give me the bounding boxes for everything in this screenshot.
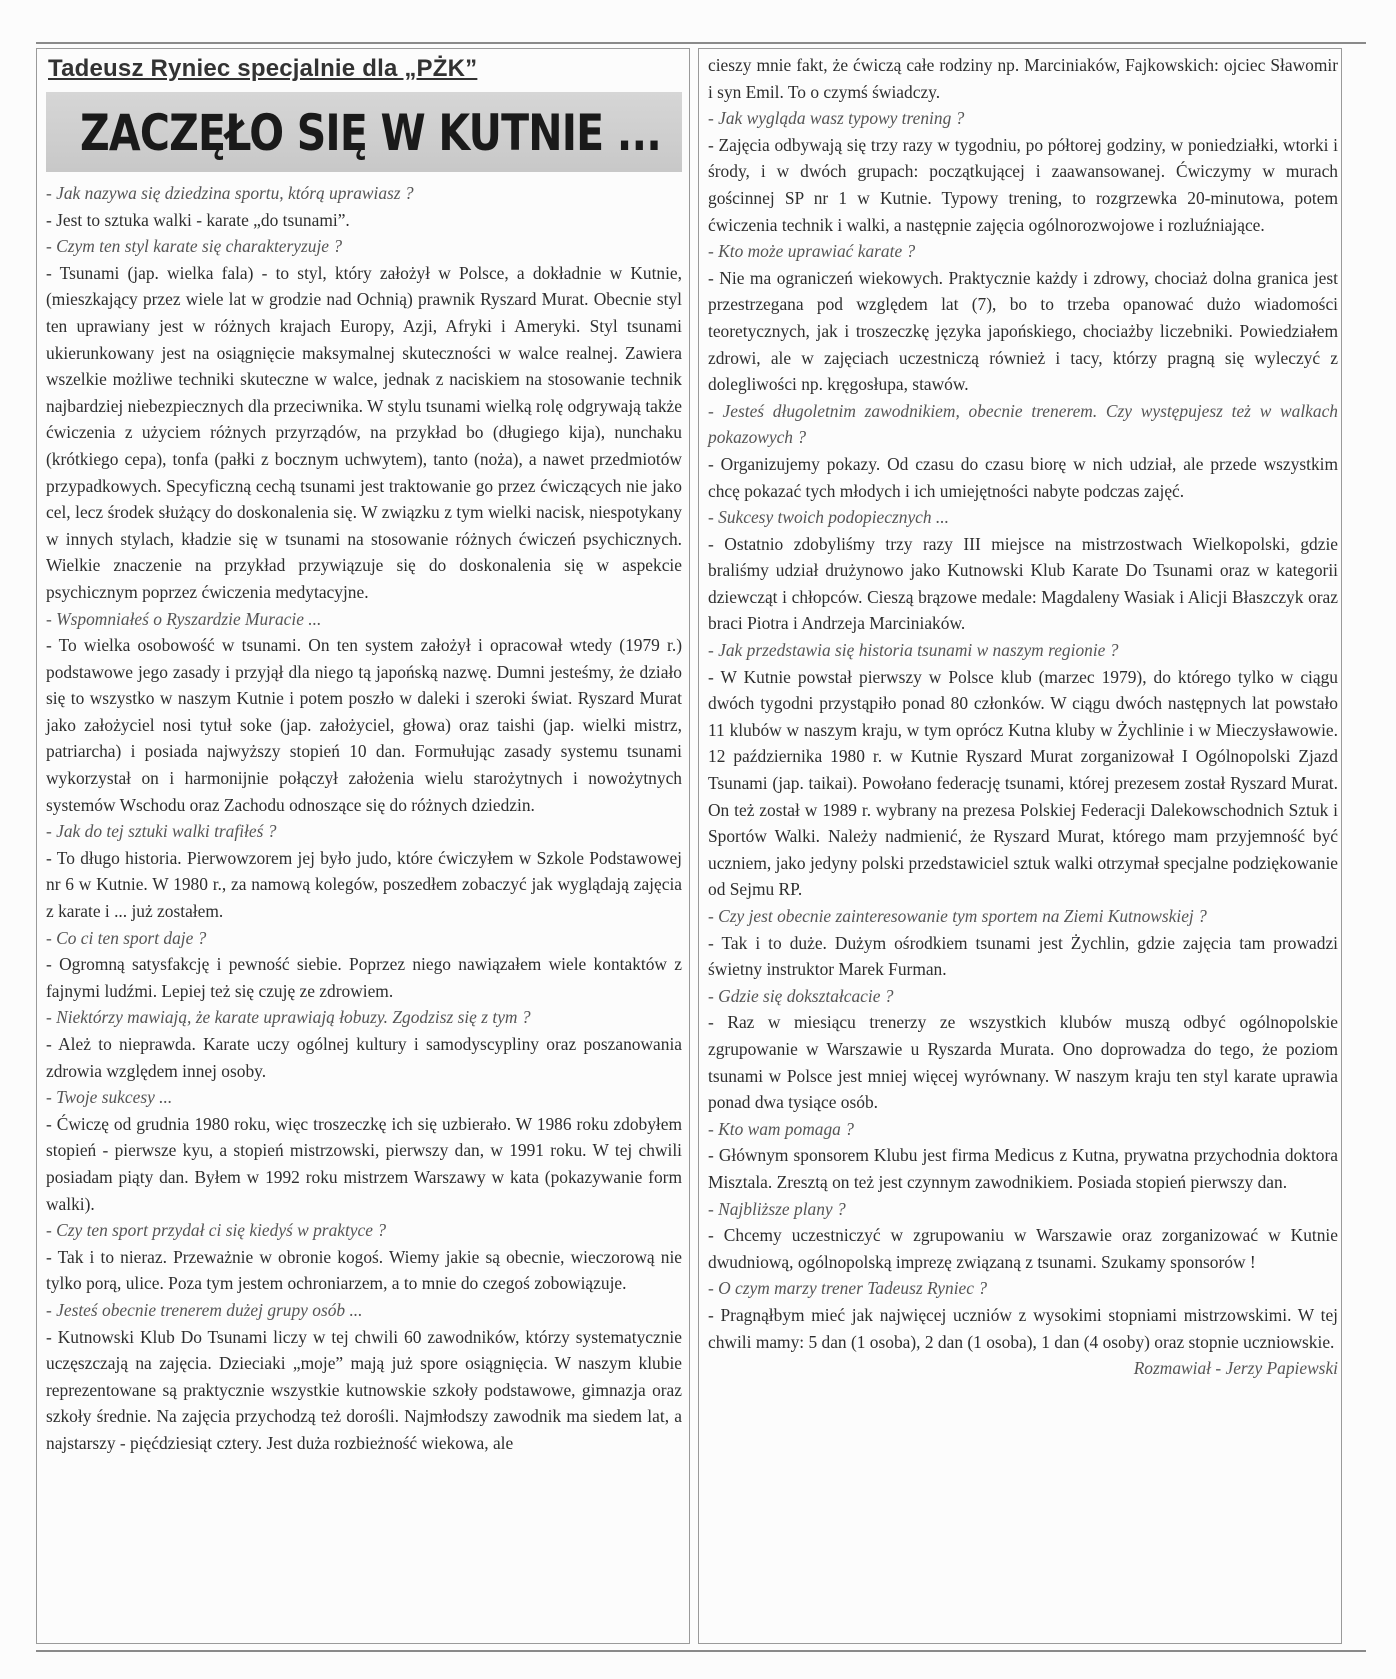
top-rule (36, 42, 1366, 44)
interview-answer: - Zajęcia odbywają się trzy razy w tygodniu, po półtorej godziny, w poniedziałki, wtorki i środy, i w dwóch grupach: początkującej i zaawansowanej. Ćwiczymy w murach gościnnej SP nr 1 w Kutnie. Typowy trening, to rozgrzewka 20-minutowa, potem ćwiczenia technik i walki, a następnie zajęcia ogólnorozwojowe i rozluźniające. (708, 134, 1338, 235)
interview-question: - Jesteś długoletnim zawodnikiem, obecnie trenerem. Czy występujesz też w walkach pokazowych ? (708, 400, 1338, 448)
interview-question: - Jak wygląda wasz typowy trening ? (708, 108, 965, 129)
interview-question: - Kto wam pomaga ? (708, 1118, 854, 1139)
interview-question: - Niektórzy mawiają, że karate uprawiają łobuzy. Zgodzisz się z tym ? (46, 1007, 531, 1028)
interview-question: - Najbliższe plany ? (708, 1198, 846, 1219)
interview-answer: - Ćwiczę od grudnia 1980 roku, więc troszeczkę ich się uzbierało. W 1986 roku zdobyłem stopień - pierwsze kyu, a stopień mistrzowski, pierwszy dan, w 1991 roku. W tej chwili posiadam piąty dan. Byłem w 1992 roku mistrzem Warszawy w kata (pokazywanie form walki). (46, 1113, 682, 1214)
interview-answer: - W Kutnie powstał pierwszy w Polsce klub (marzec 1979), do którego tylko w ciągu dwóch tygodni przystąpiło ponad 80 członków. W ciągu dwóch następnych lat powstało 11 klubów w naszym kraju, w tym oprócz Kutna kluby w Żychlinie i w Mieczysławowie. 12 października 1980 r. w Kutnie Ryszard Murat zorganizował I Ogólnopolski Zjazd Tsunami (jap. taikai). Powołano federację tsunami, której prezesem został Ryszard Murat. On też został w 1989 r. wybrany na prezesa Polskiej Federacji Dalekowschodnich Sztuk i Sportów Walki. Należy nadmienić, że Ryszard Murat, którego mam przyjemność być uczniem, jako jedyny polski przedstawiciel sztuk walki otrzymał specjalne podziękowanie od Sejmu RP. (708, 666, 1338, 900)
interview-answer: - Nie ma ograniczeń wiekowych. Praktycznie każdy i zdrowy, chociaż dolna granica jest przestrzegana pod względem lat (7), bo to trzeba opanować dużo wiadomości teoretycznych, jak i troszeczkę języka japońskiego, chociażby liczebniki. Powiedziałem zdrowi, ale w zajęciach uczestniczą również i tacy, którzy pragną się wyleczyć z dolegliwości np. kręgosłupa, stawów. (708, 267, 1338, 395)
article-left-column (46, 180, 682, 1457)
interview-answer: cieszy mnie fakt, że ćwiczą całe rodziny np. Marciniaków, Fajkowskich: ojciec Sławomir i syn Emil. To o czymś świadczy. (708, 55, 1338, 102)
interview-question: - Jesteś obecnie trenerem dużej grupy osób ... (46, 1299, 363, 1320)
interview-question: - O czym marzy trener Tadeusz Ryniec ? (708, 1278, 988, 1299)
interview-question: - Gdzie się dokształcacie ? (708, 985, 894, 1006)
interview-answer: - Ogromną satysfakcję i pewność siebie. Poprzez niego nawiązałem wiele kontaktów z fajnymi ludźmi. Lepiej też się czuję ze zdrowiem. (46, 954, 682, 1001)
interview-answer: - Raz w miesiącu trenerzy ze wszystkich klubów muszą odbyć ogólnopolskie zgrupowanie w Warszawie u Ryszarda Murata. Ono doprowadza do tego, że poziom tsunami w Polsce jest mniej więcej wyrównany. W naszym kraju ten styl karate uprawia ponad dwa tysiące osób. (708, 1012, 1338, 1113)
interview-question: - Jak do tej sztuki walki trafiłeś ? (46, 821, 277, 842)
interview-answer: - Pragnąłbym mieć jak najwięcej uczniów z wysokimi stopniami mistrzowskimi. W tej chwili mamy: 5 dan (1 osoba), 2 dan (1 osoba), 1 dan (4 osoby) oraz stopnie uczniowskie. (708, 1304, 1338, 1352)
interview-question: - Twoje sukcesy ... (46, 1087, 173, 1108)
interview-question: - Sukcesy twoich podopiecznych ... (708, 507, 949, 528)
article-right-column (708, 52, 1338, 1382)
interview-answer: - Chcemy uczestniczyć w zgrupowaniu w Warszawie oraz zorganizować w Kutnie dwudniową, ogólnopolską imprezę związaną z tsunami. Szukamy sponsorów ! (708, 1225, 1338, 1272)
interview-answer: - Tak i to nieraz. Przeważnie w obronie kogoś. Wiemy jakie są obecnie, wieczorową nie tylko porą, ulice. Poza tym jestem ochroniarzem, a to mnie do czegoś zobowiązuje. (46, 1246, 682, 1294)
interview-question: - Kto może uprawiać karate ? (708, 241, 916, 262)
interview-answer: - To wielka osobowość w tsunami. On ten system założył i opracował wtedy (1979 r.) podstawowe jego zasady i przyjął dla niego tą japońską nazwę. Dumni jesteśmy, że działo się to wszystko w naszym Kutnie i potem poszło w daleki i szeroki świat. Ryszard Murat jako założyciel nosi tytuł soke (jap. założyciel, głowa) oraz taishi (jap. wielki mistrz, patriarcha) i posiada najwyższy stopień 10 dan. Formułując zasady systemu tsunami wykorzystał on i harmonijnie połączył założenia wielu starożytnych i nowożytnych systemów Wschodu oraz Zachodu odnoszące się do różnych dziedzin. (46, 635, 682, 815)
interview-question: - Czy jest obecnie zainteresowanie tym sportem na Ziemi Kutnowskiej ? (708, 906, 1207, 926)
interview-answer: - Kutnowski Klub Do Tsunami liczy w tej chwili 60 zawodników, którzy systematycznie uczęszczają na zajęcia. Dzieciaki „moje” mają już spore osiągnięcia. W naszym klubie reprezentowane są praktycznie wszystkie kutnowskie szkoły podstawowe, gimnazja oraz szkoły średnie. Na zajęcia przychodzą też dorośli. Najmłodszy zawodnik ma siedem lat, a najstarszy - pięćdziesiąt cztery. Jest duża rozbieżność wiekowa, ale (46, 1326, 682, 1453)
bottom-rule (36, 1650, 1366, 1652)
interview-answer: - To długo historia. Pierwowzorem jej było judo, które ćwiczyłem w Szkole Podstawowej nr 6 w Kutnie. W 1980 r., za namową kolegów, poszedłem zobaczyć jak wyglądają zajęcia z karate i ... już zostałem. (46, 847, 682, 922)
interview-answer: - Jest to sztuka walki - karate „do tsunami”. (46, 209, 350, 230)
interviewer-signoff: Rozmawiał - Jerzy Papiewski (1133, 1358, 1338, 1379)
interview-answer: - Tsunami (jap. wielka fala) - to styl, który założył w Polsce, a dokładnie w Kutnie, (mieszkający przez wiele lat w grodzie nad Ochnią) prawnik Ryszard Murat. Obecnie styl ten uprawiany jest w różnych krajach Europy, Azji, Afryki i Ameryki. Styl tsunami ukierunkowany jest na osiągnięcie maksymalnej skuteczności w walce realnej. Zawiera wszelkie możliwe techniki skuteczne w walce, jednak z naciskiem na stosowanie technik najbardziej niebezpiecznych dla przeciwnika. W stylu tsunami wielką rolę odgrywają także ćwiczenia z użyciem różnych przyrządów, na przykład bo (długiego kija), nunchaku (krótkiego cepa), tonfa (pałki z bocznym uchwytem), tanto (noża), a nawet przedmiotów przypadkowych. Specyficzną cechą tsunami jest traktowanie go przez ćwiczących nie jako cel, lecz środek służący do doskonalenia się. W związku z tym wielki nacisk, niespotykany w innych stylach, kładzie się w tsunami na stosowanie różnych ćwiczeń psychicznych. Wielkie znaczenie na przykład przywiązuje się do doskonalenia się w aspekcie psychicznym poprzez ćwiczenia medytacyjne. (46, 262, 682, 602)
interview-question: - Czy ten sport przydał ci się kiedyś w praktyce ? (46, 1220, 387, 1241)
interview-answer: - Ostatnio zdobyliśmy trzy razy III miejsce na mistrzostwach Wielkopolski, gdzie braliśmy udział drużynowo jako Kutnowski Klub Karate Do Tsunami oraz w kategorii dziewcząt i chłopców. Cieszą brązowe medale: Magdaleny Wasiak i Alicji Błaszczyk oraz braci Piotra i Andrzeja Marciniaków. (708, 533, 1338, 634)
article-headline: ZACZĘŁO SIĘ W KUTNIE ... (80, 104, 662, 162)
interview-answer: - Organizujemy pokazy. Od czasu do czasu biorę w nich udział, ale przede wszystkim chcę pokazać tych młodych i ich umiejętności nabyte podczas zajęć. (708, 453, 1338, 501)
interview-answer: - Głównym sponsorem Klubu jest firma Medicus z Kutna, prywatna przychodnia doktora Misztala. Zresztą on też jest czynnym zawodnikiem. Posiada stopień pierwszy dan. (708, 1145, 1338, 1192)
article-byline: Tadeusz Ryniec specjalnie dla „PŻK” (48, 55, 478, 82)
interview-question: - Czym ten styl karate się charakteryzuje ? (46, 236, 343, 257)
interview-question: - Jak przedstawia się historia tsunami w naszym regionie ? (708, 640, 1119, 661)
interview-answer: - Ależ to nieprawda. Karate uczy ogólnej kultury i samodyscypliny oraz poszanowania zdrowia względem innej osoby. (46, 1034, 682, 1081)
interview-question: - Wspomniałeś o Ryszardzie Muracie ... (46, 608, 322, 629)
interview-question: - Jak nazywa się dziedzina sportu, którą uprawiasz ? (46, 183, 414, 203)
interview-answer: - Tak i to duże. Dużym ośrodkiem tsunami jest Żychlin, gdzie zajęcia tam prowadzi świetny instruktor Marek Furman. (708, 932, 1338, 980)
interview-question: - Co ci ten sport daje ? (46, 927, 207, 948)
